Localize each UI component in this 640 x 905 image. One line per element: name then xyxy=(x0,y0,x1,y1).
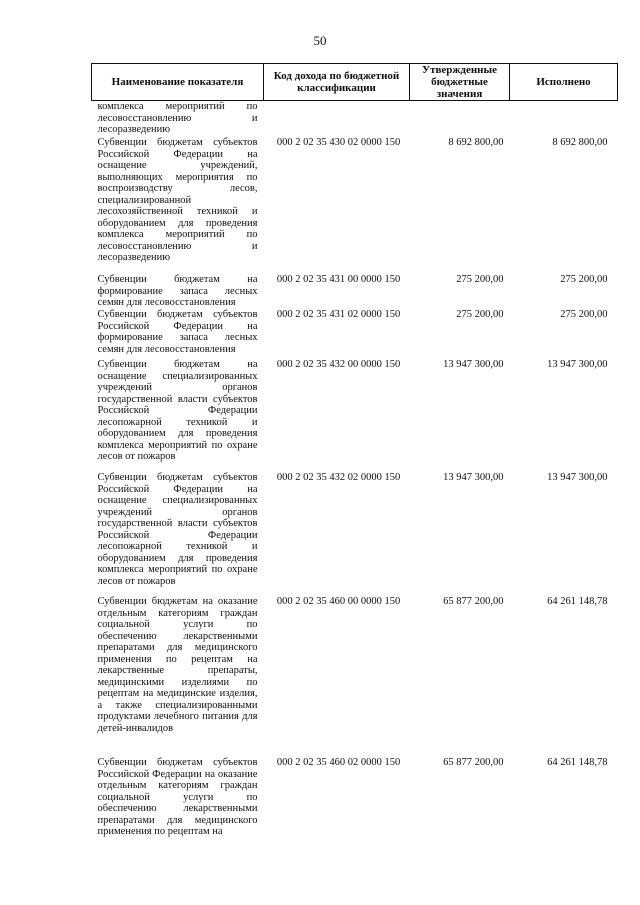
row-code: 000 2 02 35 460 02 0000 150 xyxy=(276,757,401,768)
row-executed: 13 947 300,00 xyxy=(547,472,608,483)
row-code: 000 2 02 35 432 02 0000 150 xyxy=(276,472,401,483)
header-code: Код дохода по бюджетной классификации xyxy=(264,64,410,101)
header-executed: Исполнено xyxy=(510,64,618,101)
row-executed: 13 947 300,00 xyxy=(547,359,608,370)
row-approved: 8 692 800,00 xyxy=(448,137,504,148)
table-header-row xyxy=(92,64,618,101)
row-code: 000 2 02 35 431 00 0000 150 xyxy=(276,274,401,285)
row-executed: 275 200,00 xyxy=(560,309,608,320)
row-executed: 8 692 800,00 xyxy=(552,137,608,148)
row-approved: 13 947 300,00 xyxy=(443,359,504,370)
table-row xyxy=(92,359,618,472)
continuation-text: комплекса мероприятий по лесовосстановлению и лесоразведению xyxy=(97,101,258,135)
row-code: 000 2 02 35 460 00 0000 150 xyxy=(276,596,401,607)
row-name: Субвенции бюджетам субъектов Российской Федерации на оснащение специализированных учреждений органов государственной власти субъектов Российской Федерации лесопожарной техникой и оборудованием для проведения комплекса мероприятий по охране лесов от пожаров xyxy=(97,472,258,587)
header-approved: Утвержденные бюджетные значения xyxy=(410,64,510,101)
row-approved: 275 200,00 xyxy=(456,274,504,285)
row-executed: 275 200,00 xyxy=(560,274,608,285)
row-name: Субвенции бюджетам на формирование запаса лесных семян для лесовосстановления xyxy=(97,274,258,308)
table-row xyxy=(92,596,618,757)
page-number: 50 xyxy=(313,33,327,48)
row-name: Субвенции бюджетам на оказание отдельным категориям граждан социальной услуги по обеспечению лекарственными препаратами для медицинского применения по рецептам на лекарственные препараты, медицинскими изделиями по рецептам на медицинские изделия, а также специализированными продуктами лечебного питания для детей-инвалидов xyxy=(97,596,258,734)
row-name: Субвенции бюджетам на оснащение специализированных учреждений органов государственной власти субъектов Российской Федерации лесопожарной техникой и оборудованием для проведения комплекса мероприятий по охране лесов от пожаров xyxy=(97,359,258,462)
row-executed: 64 261 148,78 xyxy=(547,596,608,607)
row-approved: 13 947 300,00 xyxy=(443,472,504,483)
row-name: Субвенции бюджетам субъектов Российской Федерации на оснащение учреждений, выполняющих мероприятия по воспроизводству лесов, специализированной лесохозяйственной техникой и оборудованием для проведения комплекса мероприятий по лесовосстановлению и лесоразведению xyxy=(97,137,258,263)
budget-table xyxy=(91,63,618,838)
table-row xyxy=(92,472,618,596)
table-row xyxy=(92,757,618,838)
row-code: 000 2 02 35 430 02 0000 150 xyxy=(276,137,401,148)
row-approved: 65 877 200,00 xyxy=(443,596,504,607)
table-row xyxy=(92,137,618,274)
table-row xyxy=(92,309,618,359)
row-executed: 64 261 148,78 xyxy=(547,757,608,768)
row-approved: 65 877 200,00 xyxy=(443,757,504,768)
row-approved: 275 200,00 xyxy=(456,309,504,320)
row-code: 000 2 02 35 432 00 0000 150 xyxy=(276,359,401,370)
row-name: Субвенции бюджетам субъектов Российской Федерации на формирование запаса лесных семян для лесовосстановления xyxy=(97,309,258,355)
table-row xyxy=(92,274,618,309)
row-name: Субвенции бюджетам субъектов Российской Федерации на оказание отдельным категориям граждан социальной услуги по обеспечению лекарственными препаратами для медицинского применения по рецептам на xyxy=(97,757,258,837)
header-name: Наименование показателя xyxy=(92,64,264,101)
row-code: 000 2 02 35 431 02 0000 150 xyxy=(276,309,401,320)
table-row-continuation xyxy=(92,101,618,138)
